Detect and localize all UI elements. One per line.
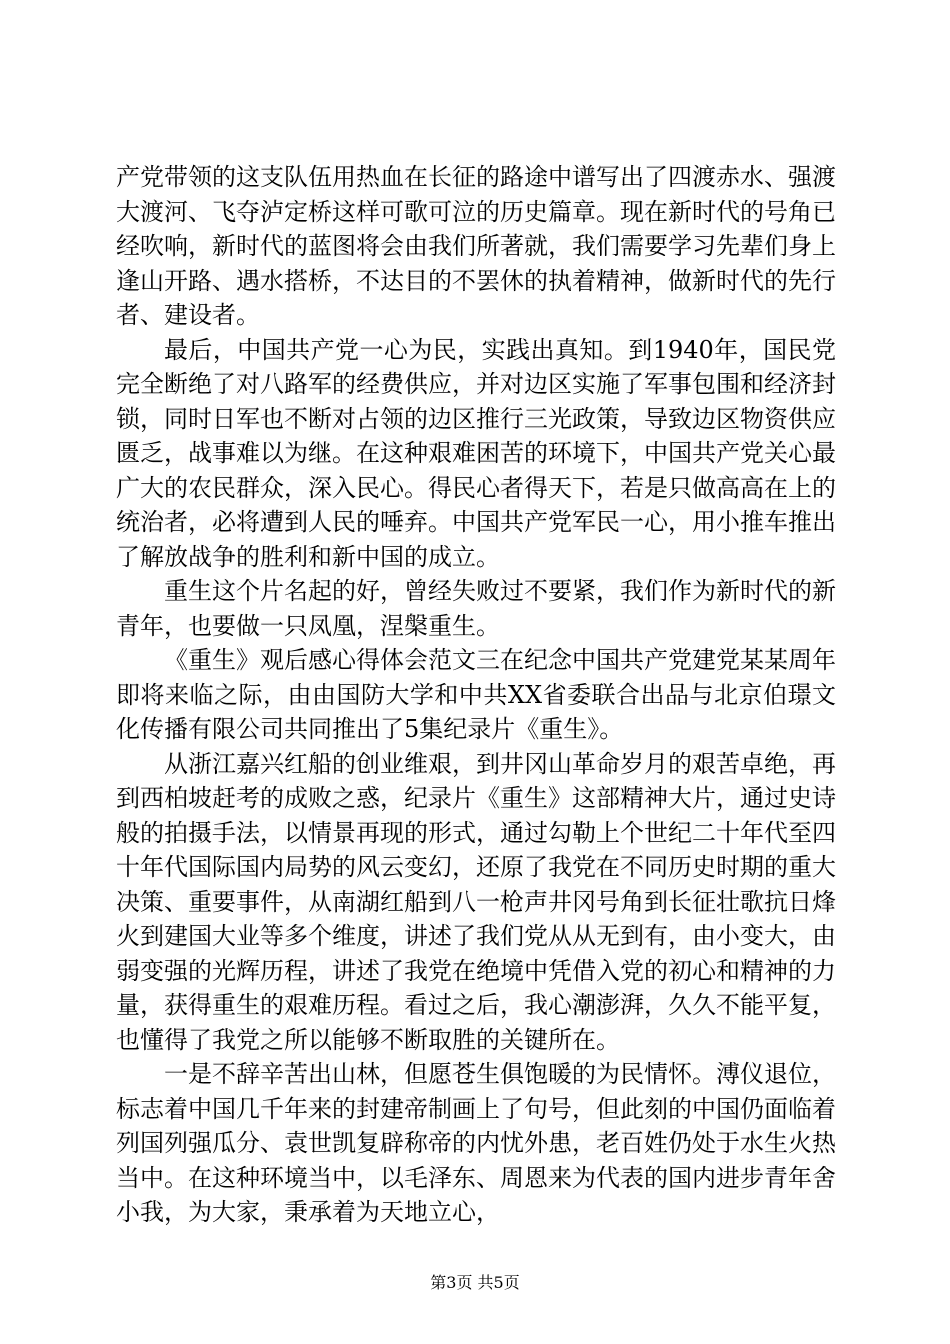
paragraph: 从浙江嘉兴红船的创业维艰，到井冈山革命岁月的艰苦卓绝，再到西柏坡赶考的成败之惑，纪录片《重生》这部精神大片，通过史诗般的拍摄手法，以情景再现的形式，通过勾勒上个世纪二十年代至四十年代国际国内局势的风云变幻，还原了我党在不同历史时期的重大决策、重要事件，从南湖红船到八一枪声井冈号角到长征壮歌抗日烽火到建国大业等多个维度，讲述了我们党从从无到有，由小变大，由弱变强的光辉历程，讲述了我党在绝境中凭借入党的初心和精神的力量，获得重生的艰难历程。看过之后，我心潮澎湃，久久不能平复，也懂得了我党之所以能够不断取胜的关键所在。: [116, 749, 836, 1054]
paragraph: 《重生》观后感心得体会范文三在纪念中国共产党建党某某周年即将来临之际，由由国防大学和中共XX省委联合出品与北京伯璟文化传播有限公司共同推出了5集纪录片《重生》。: [116, 646, 836, 743]
document-body: [116, 160, 836, 1230]
paragraph: 最后，中国共产党一心为民，实践出真知。到1940年，国民党完全断绝了对八路军的经费供应，并对边区实施了军事包围和经济封锁，同时日军也不断对占领的边区推行三光政策，导致边区物资供应匮乏，战事难以为继。在这种艰难困苦的环境下，中国共产党关心最广大的农民群众，深入民心。得民心者得天下，若是只做高高在上的统治者，必将遭到人民的唾弃。中国共产党军民一心，用小推车推出了解放战争的胜利和新中国的成立。: [116, 335, 836, 571]
paragraph: 重生这个片名起的好，曾经失败过不要紧，我们作为新时代的新青年，也要做一只凤凰，涅槃重生。: [116, 577, 836, 640]
paragraph: 一是不辞辛苦出山林，但愿苍生俱饱暖的为民情怀。溥仪退位，标志着中国几千年来的封建帝制画上了句号，但此刻的中国仍面临着列国列强瓜分、袁世凯复辟称帝的内忧外患，老百姓仍处于水生火热当中。在这种环境当中，以毛泽东、周恩来为代表的国内进步青年舍小我，为大家，秉承着为天地立心，: [116, 1060, 836, 1226]
paragraph: 产党带领的这支队伍用热血在长征的路途中谱写出了四渡赤水、强渡大渡河、飞夺泸定桥这样可歌可泣的历史篇章。现在新时代的号角已经吹响，新时代的蓝图将会由我们所著就，我们需要学习先辈们身上逢山开路、遇水搭桥，不达目的不罢休的执着精神，做新时代的先行者、建设者。: [116, 163, 836, 329]
page-footer: 第3页 共5页: [430, 1273, 520, 1292]
